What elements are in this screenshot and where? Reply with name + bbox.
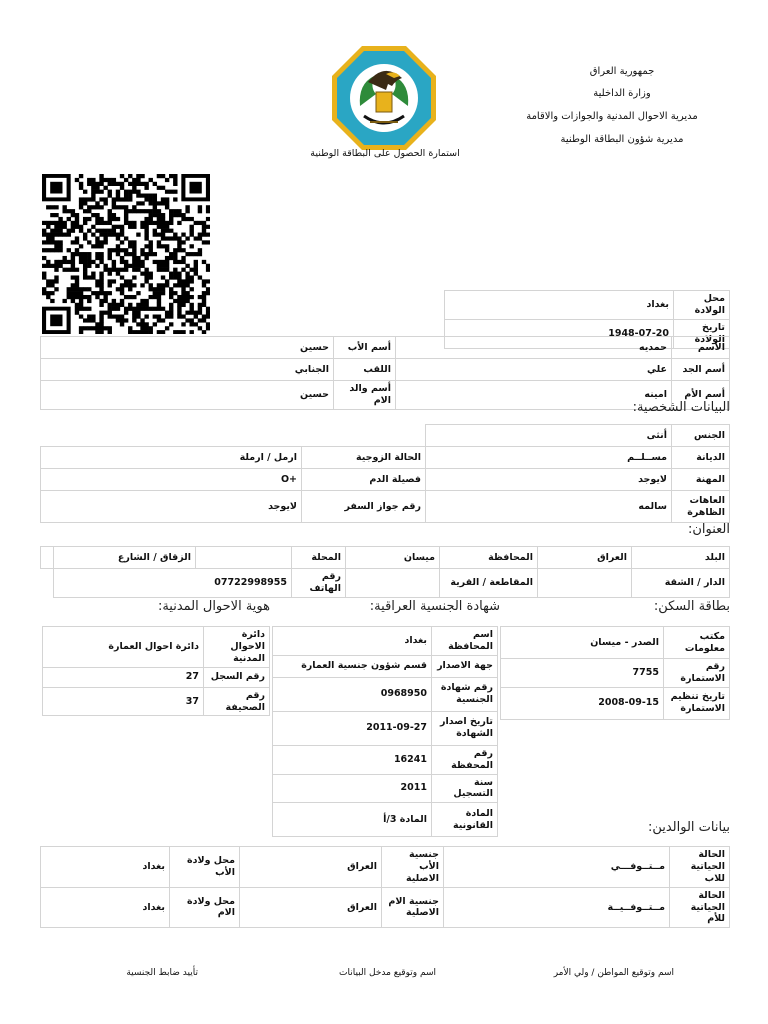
record-value: 27 (43, 667, 204, 687)
birth-date-value: 1948-07-20 (445, 319, 674, 348)
officer-approval-label: تأييد ضابط الجنسية (126, 968, 198, 978)
cert-number-label: رقم شهادة الجنسية (432, 677, 498, 711)
qr-code (42, 174, 210, 334)
cert-number-value: 0968950 (273, 677, 432, 711)
qr-code-icon (42, 174, 210, 334)
province-label: المحافظة (440, 547, 538, 569)
father-birth-label: محل ولادة الأب (170, 847, 240, 888)
address-section-title: العنوان: (687, 522, 730, 537)
phone-value: 07722998955 (54, 569, 292, 598)
mother-birth-value: بغداد (41, 887, 170, 928)
disabilities-label: العاهات الظاهرة (672, 491, 730, 523)
reg-year-value: 2011 (273, 774, 432, 803)
alley-value (41, 547, 54, 569)
issue-date-label: تاريخ اصدار الشهادة (432, 711, 498, 745)
father-name-value: حسين (41, 337, 334, 359)
legal-article-value: المادة 3/أ (273, 803, 432, 837)
district-label: المقاطعة / القرية (440, 569, 538, 598)
name-value: حمديه (396, 337, 672, 359)
record-label: رقم السجل (204, 667, 270, 687)
issuer-value: قسم شؤون جنسية العمارة (273, 655, 432, 677)
mother-nat-value: العراق (240, 887, 382, 928)
nationality-table (272, 626, 498, 837)
father-nat-value: العراق (240, 847, 382, 888)
form-date-value: 2008-09-15 (501, 687, 664, 719)
gender-value: أنثى (426, 425, 672, 447)
residence-section-title: بطاقة السكن: (653, 599, 730, 614)
form-date-label: تاريخ تنظيم الاستمارة (664, 687, 730, 719)
mother-father-label: أسم والد الام (334, 381, 396, 410)
keeper-number-value: 16241 (273, 745, 432, 774)
passport-label: رقم جواز السفر (302, 491, 426, 523)
phone-label: رقم الهاتف (292, 569, 346, 598)
personal-table (40, 424, 730, 523)
father-status-value: مــتــوفـــي (444, 847, 670, 888)
grandfather-value: علي (396, 359, 672, 381)
names-table (40, 336, 730, 410)
mother-status-label: الحالة الحياتية للأم (670, 887, 730, 928)
header-directorate: مديرية الاحوال المدنية والجوازات والاقامة (526, 111, 698, 122)
gender-label: الجنس (672, 425, 730, 447)
province-name-value: بغداد (273, 627, 432, 656)
address-table (40, 546, 730, 598)
father-nat-label: جنسية الأب الاصلية (382, 847, 444, 888)
mother-father-value: حسين (41, 381, 334, 410)
page-number-value: 37 (43, 687, 204, 716)
mother-name-value: امينه (396, 381, 672, 410)
locality-value (196, 547, 292, 569)
disabilities-value: سالمه (426, 491, 672, 523)
office-value: الصدر - ميسان (501, 627, 664, 659)
alley-label: الزقاق / الشارع (54, 547, 196, 569)
surname-label: اللقب (334, 359, 396, 381)
province-name-label: اسم المحافظة (432, 627, 498, 656)
job-label: المهنة (672, 469, 730, 491)
form-number-label: رقم الاستمارة (664, 659, 730, 688)
civil-section-title: هوية الاحوال المدنية: (157, 599, 270, 614)
mother-status-value: مــتــوفــيــة (444, 887, 670, 928)
issuer-label: جهة الاصدار (432, 655, 498, 677)
religion-label: الديانة (672, 447, 730, 469)
country-value: العراق (538, 547, 632, 569)
empty-cell (41, 425, 426, 447)
birth-place-value: بغداد (445, 291, 674, 320)
form-number-value: 7755 (501, 659, 664, 688)
marital-value: ارمل / ارملة (41, 447, 302, 469)
office-label: مكتب معلومات (664, 627, 730, 659)
citizen-signature-label: اسم وتوقيع المواطن / ولي الأمر (553, 968, 674, 978)
legal-article-label: المادة القانونية (432, 803, 498, 837)
ministry-emblem-icon (330, 44, 438, 152)
nationality-section-title: شهادة الجنسية العراقية: (369, 599, 500, 614)
personal-section-title: البيانات الشخصية: (632, 400, 730, 415)
father-status-label: الحالة الحياتية للاب (670, 847, 730, 888)
house-label: الدار / الشقة (632, 569, 730, 598)
header-ministry: وزارة الداخلية (593, 88, 651, 99)
religion-value: مســلــم (426, 447, 672, 469)
surname-value: الجنابي (41, 359, 334, 381)
parents-table (40, 846, 730, 928)
entry-signature-label: اسم وتوقيع مدخل البيانات (339, 968, 436, 978)
job-value: لايوجد (426, 469, 672, 491)
civil-table (42, 626, 270, 716)
ministry-emblem (330, 44, 438, 152)
empty-cell (41, 569, 54, 598)
marital-label: الحالة الزوجية (302, 447, 426, 469)
mother-birth-label: محل ولادة الام (170, 887, 240, 928)
parents-section-title: بيانات الوالدين: (647, 820, 730, 835)
mother-name-label: أسم الأم (672, 381, 730, 410)
district-value (346, 569, 440, 598)
residence-table (500, 626, 730, 720)
form-title: استمارة الحصول على البطاقة الوطنية (310, 148, 460, 159)
locality-label: المحلة (292, 547, 346, 569)
father-name-label: أسم الأب (334, 337, 396, 359)
blood-value: +O (41, 469, 302, 491)
birth-place-label: محل الولادة (674, 291, 730, 320)
province-value: ميسان (346, 547, 440, 569)
country-label: البلد (632, 547, 730, 569)
civil-dept-value: دائرة احوال العمارة (43, 627, 204, 668)
name-label: الأسم (672, 337, 730, 359)
passport-value: لايوجد (41, 491, 302, 523)
mother-nat-label: جنسية الام الاصلية (382, 887, 444, 928)
header-republic: جمهورية العراق (589, 66, 655, 77)
father-birth-value: بغداد (41, 847, 170, 888)
header-id-directorate: مديرية شؤون البطاقة الوطنية (560, 134, 684, 145)
grandfather-label: أسم الجد (672, 359, 730, 381)
page-number-label: رقم الصحيفة (204, 687, 270, 716)
house-value (538, 569, 632, 598)
reg-year-label: سنة التسجيل (432, 774, 498, 803)
keeper-number-label: رقم المحفظة (432, 745, 498, 774)
civil-dept-label: دائرة الاحوال المدنية (204, 627, 270, 668)
issue-date-value: 2011-09-27 (273, 711, 432, 745)
birth-date-label: تاريخ الولادة (674, 319, 730, 348)
blood-label: فصيلة الدم (302, 469, 426, 491)
